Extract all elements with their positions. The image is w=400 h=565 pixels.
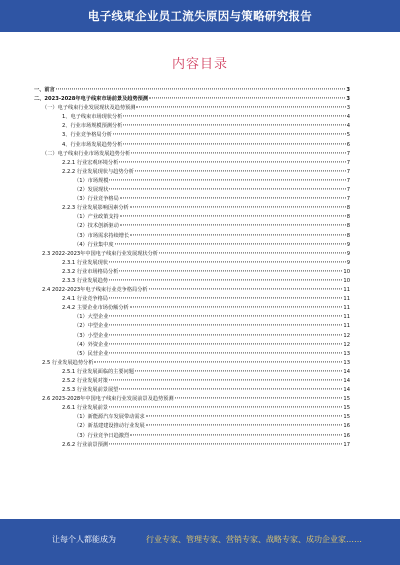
report-title: 电子线束企业员工流失原因与策略研究报告: [87, 9, 313, 23]
toc-entry-label: 2.5 行业发展趋势分析: [42, 359, 94, 366]
toc-entry-label: 2.5.3 行业发展前景展望: [62, 387, 119, 394]
toc-entry[interactable]: [34, 213, 350, 222]
toc-entry-page: 6: [346, 141, 350, 148]
toc-entry-page: 7: [346, 150, 350, 157]
toc-entry-label: （4）行业集中度: [74, 241, 114, 248]
toc-entry-page: 14: [343, 387, 350, 394]
toc-entry-label: 2.4.1 行业竞争格局: [62, 296, 108, 303]
toc-entry-page: 13: [343, 350, 350, 357]
toc-entry-page: 12: [343, 332, 350, 339]
toc-entry-label: （1）大型企业: [74, 314, 109, 321]
toc-leader-dots: [159, 252, 346, 253]
toc-entry-page: 10: [343, 268, 350, 275]
toc-entry-page: 11: [343, 287, 350, 294]
toc-entry-label: 2.3.1 行业发展现状: [62, 259, 108, 266]
toc-entry-label: （1）市场规模: [74, 177, 109, 184]
toc-entry-label: （一）电子线束行业发展现状及趋势预测: [42, 105, 136, 112]
toc-entry[interactable]: [34, 177, 350, 186]
toc-leader-dots: [146, 416, 343, 417]
toc-entry-label: 4、行业市场发展趋势分析: [62, 141, 123, 148]
toc-entry-page: 15: [343, 414, 350, 421]
toc-entry-page: 8: [346, 205, 350, 212]
toc-entry-page: 9: [346, 250, 350, 257]
toc-leader-dots: [136, 107, 345, 108]
toc-leader-dots: [119, 388, 342, 389]
toc-entry[interactable]: [34, 304, 350, 313]
toc-entry-label: 2.2.3 行业发展影响因素分析: [62, 205, 129, 212]
toc-leader-dots: [109, 443, 342, 444]
toc-entry-label: （2）技术创新驱动: [74, 223, 119, 230]
toc-entry-label: （二）电子线束行业市场发展趋势分析: [42, 150, 131, 157]
toc-leader-dots: [119, 270, 342, 271]
toc-entry-page: 11: [343, 323, 350, 330]
toc-entry[interactable]: [34, 131, 350, 140]
toc-leader-dots: [120, 198, 346, 199]
toc-entry[interactable]: [34, 95, 350, 104]
toc-entry-page: 11: [343, 305, 350, 312]
toc-entry[interactable]: [34, 86, 350, 95]
toc-leader-dots: [109, 352, 342, 353]
toc-entry[interactable]: [34, 186, 350, 195]
toc-entry-label: 2.2.2 行业发展现状与趋势分析: [62, 168, 134, 175]
toc-entry[interactable]: [34, 122, 350, 131]
toc-entry-label: （3）行业竞争日趋激烈: [74, 432, 130, 439]
toc-leader-dots: [109, 261, 346, 262]
toc-leader-dots: [109, 379, 342, 380]
toc-entry-label: （5）民营企业: [74, 350, 109, 357]
toc-entry[interactable]: [34, 141, 350, 150]
page-header: [0, 0, 400, 32]
toc-entry-page: 10: [343, 277, 350, 284]
toc-entry[interactable]: [34, 377, 350, 386]
toc-leader-dots: [109, 316, 342, 317]
toc-leader-dots: [109, 334, 342, 335]
toc-entry-label: 2.3.3 行业发展趋势: [62, 277, 108, 284]
toc-entry-label: 3、行业竞争格局分析: [62, 132, 112, 139]
toc-entry-label: （2）发展现状: [74, 187, 109, 194]
toc-entry[interactable]: [34, 222, 350, 231]
toc-leader-dots: [109, 325, 342, 326]
toc-entry-page: 15: [343, 396, 350, 403]
toc-entry-label: （4）外资企业: [74, 341, 109, 348]
toc-entry-label: 2、行业市场规模预测分析: [62, 123, 123, 130]
toc-entry-page: 16: [343, 423, 350, 430]
toc-entry-page: 9: [346, 259, 350, 266]
toc-leader-dots: [109, 343, 342, 344]
toc-entry-page: 16: [343, 432, 350, 439]
toc-entry-page: 11: [343, 296, 350, 303]
toc-entry[interactable]: [34, 259, 350, 268]
toc-entry-page: 14: [343, 378, 350, 384]
toc-entry[interactable]: [34, 313, 350, 322]
toc-entry[interactable]: [34, 204, 350, 213]
toc-entry-label: （2）中型企业: [74, 323, 109, 330]
page-footer: [0, 519, 400, 565]
toc-leader-dots: [109, 298, 342, 299]
toc-entry[interactable]: [34, 341, 350, 350]
toc-entry-page: 3: [346, 87, 350, 93]
toc-entry[interactable]: [34, 195, 350, 204]
toc-entry-label: 2.4.2 主要企业市场份额分析: [62, 305, 129, 312]
toc-entry-page: 3: [346, 96, 350, 103]
toc-entry[interactable]: [34, 395, 350, 404]
toc-entry-label: 2.6.1 行业发展前景: [62, 405, 108, 412]
toc-entry[interactable]: [34, 232, 350, 241]
toc-entry[interactable]: [34, 422, 350, 431]
toc-entry-page: 7: [346, 187, 350, 194]
toc-entry-page: 7: [346, 177, 350, 184]
toc-leader-dots: [109, 407, 342, 408]
toc-leader-dots: [135, 370, 342, 371]
toc-leader-dots: [123, 116, 345, 117]
toc-leader-dots: [115, 243, 346, 244]
toc-leader-dots: [120, 216, 346, 217]
toc-entry-page: 14: [343, 368, 350, 375]
toc-entry[interactable]: [34, 386, 350, 395]
toc-leader-dots: [130, 434, 342, 435]
toc-entry-page: 15: [343, 405, 350, 412]
toc-entry-label: 2.6.2 行业前景预测: [62, 441, 108, 448]
toc-entry-label: 2.5.1 行业发展面临的主要问题: [62, 368, 134, 375]
toc-entry-page: 4: [346, 114, 350, 121]
toc-leader-dots: [109, 188, 345, 189]
toc-entry-label: （3）市场需求持续增长: [74, 232, 130, 239]
toc-entry[interactable]: [34, 322, 350, 331]
toc-leader-dots: [113, 134, 346, 135]
toc-entry-label: （2）新基建建设推动行业发展: [74, 423, 145, 430]
toc-entry-page: 8: [346, 214, 350, 221]
toc-heading: 内容目录: [171, 57, 228, 72]
toc-leader-dots: [109, 179, 345, 180]
toc-entry-label: （3）小型企业: [74, 332, 109, 339]
toc-entry-label: （3）行业竞争格局: [74, 196, 119, 203]
toc-entry[interactable]: [34, 159, 350, 168]
toc-entry-page: 7: [346, 168, 350, 175]
toc-leader-dots: [175, 398, 343, 399]
toc-entry[interactable]: [34, 441, 350, 450]
toc-leader-dots: [130, 307, 343, 308]
toc-entry-label: （1）新能源汽车发展带动需求: [74, 414, 145, 421]
toc-leader-dots: [149, 97, 345, 98]
footer-slogan-left: 让每个人都能成为: [52, 535, 116, 544]
toc-entry[interactable]: [34, 104, 350, 113]
toc-entry[interactable]: [34, 277, 350, 286]
toc-entry-label: 2.3.2 行业市场格局分析: [62, 268, 119, 275]
table-of-contents: [34, 86, 350, 450]
toc-entry[interactable]: [34, 295, 350, 304]
toc-entry[interactable]: [34, 168, 350, 177]
toc-leader-dots: [123, 125, 345, 126]
toc-leader-dots: [130, 234, 346, 235]
toc-entry[interactable]: [34, 350, 350, 359]
toc-entry[interactable]: [34, 332, 350, 341]
toc-leader-dots: [123, 143, 345, 144]
toc-entry-page: 7: [346, 196, 350, 203]
toc-entry-page: 11: [343, 314, 350, 321]
toc-entry[interactable]: [34, 404, 350, 413]
toc-entry-page: 7: [346, 159, 350, 166]
toc-entry-page: 9: [346, 241, 350, 248]
toc-entry-label: 2.3 2022-2023年中国电子线束行业发展现状分析: [42, 250, 158, 257]
toc-entry[interactable]: [34, 432, 350, 441]
toc-entry-label: 2.4 2022-2023年电子线束行业竞争格局分析: [42, 287, 148, 294]
toc-entry[interactable]: [34, 150, 350, 159]
toc-leader-dots: [56, 88, 346, 89]
toc-entry[interactable]: [34, 113, 350, 122]
toc-entry-page: 3: [346, 105, 350, 112]
toc-entry-page: 17: [343, 441, 350, 448]
toc-leader-dots: [94, 361, 342, 362]
toc-entry[interactable]: [34, 250, 350, 259]
toc-entry-label: 一、前言: [34, 87, 55, 93]
toc-entry-page: 13: [343, 359, 350, 366]
toc-entry-label: 2.6 2023-2028年中国电子线束行业发展前景及趋势预测: [42, 396, 174, 403]
toc-entry-label: 2.2.1 行业宏观环境分析: [62, 159, 119, 166]
toc-entry[interactable]: [34, 368, 350, 377]
toc-entry-page: 12: [343, 341, 350, 348]
toc-leader-dots: [146, 425, 343, 426]
toc-entry-page: 4: [346, 123, 350, 130]
toc-leader-dots: [120, 225, 346, 226]
toc-leader-dots: [149, 288, 343, 289]
toc-entry-label: （1）产业政策支持: [74, 214, 119, 221]
footer-slogan-right: 行业专家、管理专家、营销专家、战略专家、成功企业家……: [146, 535, 362, 544]
toc-leader-dots: [131, 152, 345, 153]
toc-entry-page: 8: [346, 232, 350, 239]
toc-entry[interactable]: [34, 286, 350, 295]
toc-leader-dots: [109, 279, 342, 280]
toc-leader-dots: [135, 170, 346, 171]
toc-entry-page: 8: [346, 223, 350, 230]
toc-leader-dots: [119, 161, 345, 162]
toc-entry[interactable]: [34, 268, 350, 277]
toc-entry-label: 1、电子线束市场现状分析: [62, 114, 123, 121]
toc-entry[interactable]: [34, 413, 350, 422]
toc-entry[interactable]: [34, 241, 350, 250]
toc-entry-label: 二、2023-2028年电子线束市场前景及趋势预测: [34, 96, 149, 103]
toc-entry-page: 5: [346, 132, 350, 139]
toc-leader-dots: [130, 207, 346, 208]
toc-entry-label: 2.5.2 行业发展对策: [62, 378, 108, 384]
toc-entry[interactable]: [34, 359, 350, 368]
